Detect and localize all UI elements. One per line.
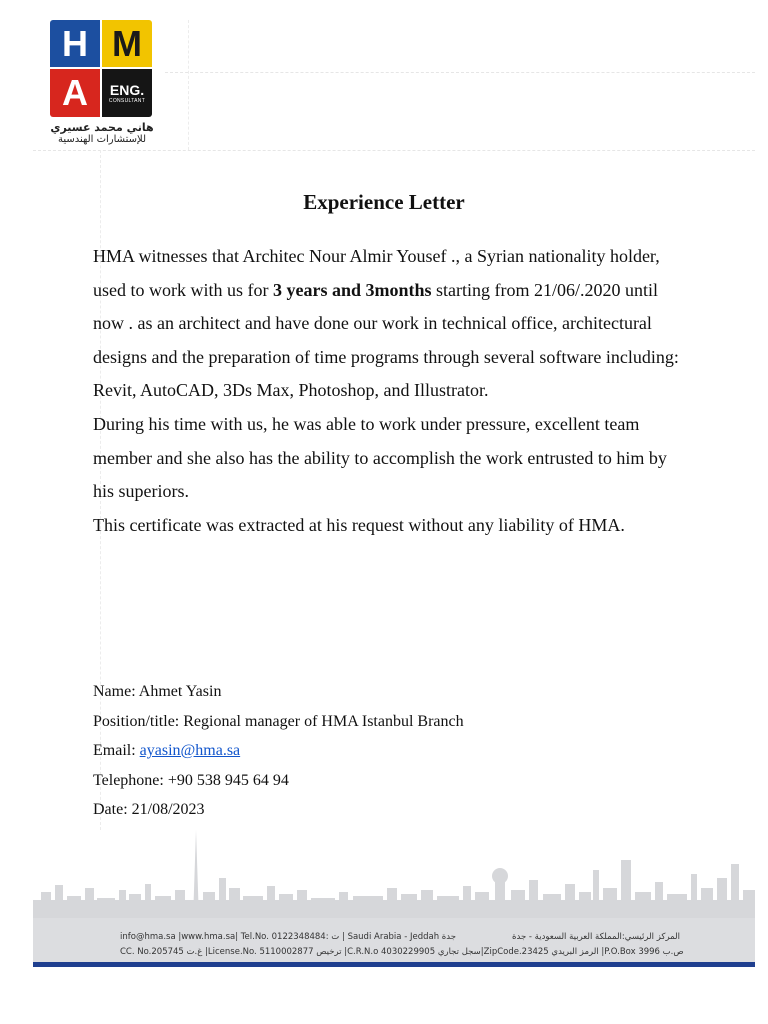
footer-registration-row xyxy=(120,947,684,957)
logo-tile-m: M xyxy=(102,20,152,67)
signer-phone-label: Telephone: xyxy=(93,771,168,789)
logo-arabic-name: هاني محمد عسيري xyxy=(50,121,154,134)
signer-email-line xyxy=(93,736,464,766)
signer-email-label: Email: xyxy=(93,742,140,759)
paragraph-1-end: starting from 21/06/.2020 until now . as an architect and have done our work in technical office, architectural designs and the preparation of time programs through several software including: Revit, AutoCAD, 3Ds Max, Photoshop, and Illustrator. xyxy=(93,279,679,401)
city-skyline-illustration xyxy=(33,830,755,920)
company-logo xyxy=(50,20,160,145)
footer-contact-right: المركز الرئيسي:المملكة العربية السعودية - جدة xyxy=(512,932,680,942)
signer-name: Ahmet Yasin xyxy=(138,683,222,700)
footer-contact-row xyxy=(120,932,680,942)
logo-arabic-subtitle: للإستشارات الهندسية xyxy=(57,134,147,145)
paragraph-1-start: HMA witnesses that Architec Nour Almir Yousef ., a Syrian nationality holder, used to work with us for xyxy=(93,246,660,300)
signer-position-line xyxy=(93,707,464,737)
footer-registration-right: |ZipCode.23425 الرمز البريدي |P.O.Box 3996 ص.ب xyxy=(480,947,684,957)
signer-name-line xyxy=(93,677,464,707)
logo-tile-h: H xyxy=(50,20,100,67)
signer-email-link[interactable]: ayasin@hma.sa xyxy=(139,742,241,759)
logo-tile-a: A xyxy=(50,69,100,117)
footer-accent-line xyxy=(33,962,755,967)
logo-tiles xyxy=(50,20,154,117)
decor-line xyxy=(188,20,189,150)
signer-position: Regional manager of HMA Istanbul Branch xyxy=(183,712,464,730)
paragraph-3: This certificate was extracted at his request without any liability of HMA. xyxy=(93,514,625,535)
decor-line xyxy=(165,72,755,73)
logo-eng-text: ENG. xyxy=(109,81,145,98)
duration-highlight: 3 years and 3months xyxy=(272,279,432,300)
footer-registration-left: CC. No.205745 غ.ت |License.No. 5110002877 ترخيص |C.R.N.o 4030229905 سجل تجاري xyxy=(120,947,481,957)
letter-title: Experience Letter xyxy=(303,190,465,214)
paragraph-2: During his time with us, he was able to work under pressure, excellent team member and she also has the ability to accomplish the work entrusted to him by his superiors. xyxy=(93,413,667,502)
signer-name-label: Name: xyxy=(93,683,139,700)
letter-date: 21/08/2023 xyxy=(131,801,205,818)
signer-position-label: Position/title: xyxy=(93,712,184,730)
footer-contact-left: info@hma.sa |www.hma.sa| Tel.No. 0122348484: ت | Saudi Arabia - Jeddah جدة xyxy=(120,932,456,942)
letter-date-line xyxy=(93,795,464,825)
logo-tile-eng xyxy=(102,69,152,117)
decor-line xyxy=(33,150,755,151)
letter-body xyxy=(93,240,683,542)
signature-block xyxy=(93,677,464,825)
paragraph-1 xyxy=(93,240,683,408)
signer-phone-line xyxy=(93,766,464,796)
letter-date-label: Date: xyxy=(93,801,132,818)
signer-phone: +90 538 945 64 94 xyxy=(167,771,289,789)
logo-consultant-text: CONSULTANT xyxy=(108,97,146,104)
